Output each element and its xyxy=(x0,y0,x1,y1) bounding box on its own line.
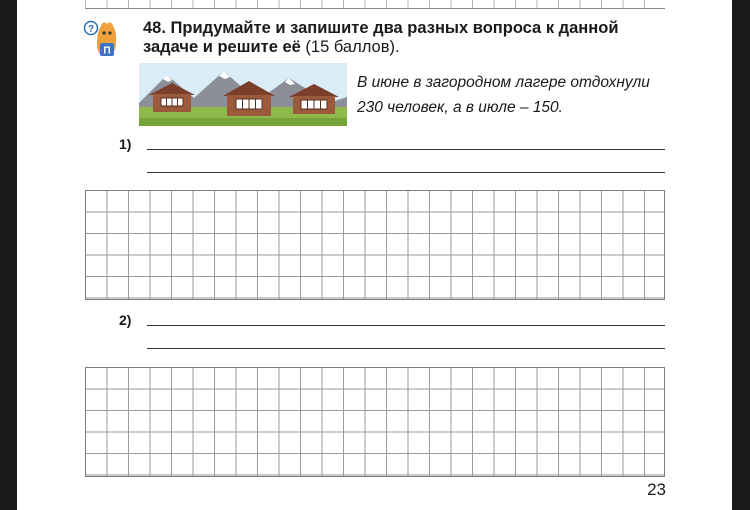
question-mascot-icon xyxy=(83,18,125,62)
task-instruction: Придумайте и запишите два разных вопроса к данной задаче и решите её xyxy=(143,19,619,56)
question-1-line-1[interactable] xyxy=(147,149,665,150)
question-2-label: 2) xyxy=(119,312,132,328)
question-2-line-1[interactable] xyxy=(147,325,665,326)
problem-statement xyxy=(357,70,687,120)
task-heading xyxy=(143,19,663,57)
problem-line-2: 230 человек, а в июле – 150. xyxy=(357,99,563,116)
task-points: (15 баллов). xyxy=(305,38,400,56)
task-number: 48. xyxy=(143,19,166,37)
previous-answer-grid xyxy=(85,0,665,9)
question-2-solution-grid[interactable] xyxy=(85,367,665,477)
mascot-badge-letter: П xyxy=(103,45,111,57)
svg-text:?: ? xyxy=(87,24,95,35)
question-1-line-2[interactable] xyxy=(147,172,665,173)
question-1-label: 1) xyxy=(119,136,132,152)
page-number: 23 xyxy=(647,480,666,499)
workbook-page xyxy=(17,0,732,510)
question-2-line-2[interactable] xyxy=(147,348,665,349)
problem-line-1: В июне в загородном лагере отдохнули xyxy=(357,74,650,91)
camp-houses-illustration xyxy=(139,63,347,126)
question-1-solution-grid[interactable] xyxy=(85,190,665,300)
